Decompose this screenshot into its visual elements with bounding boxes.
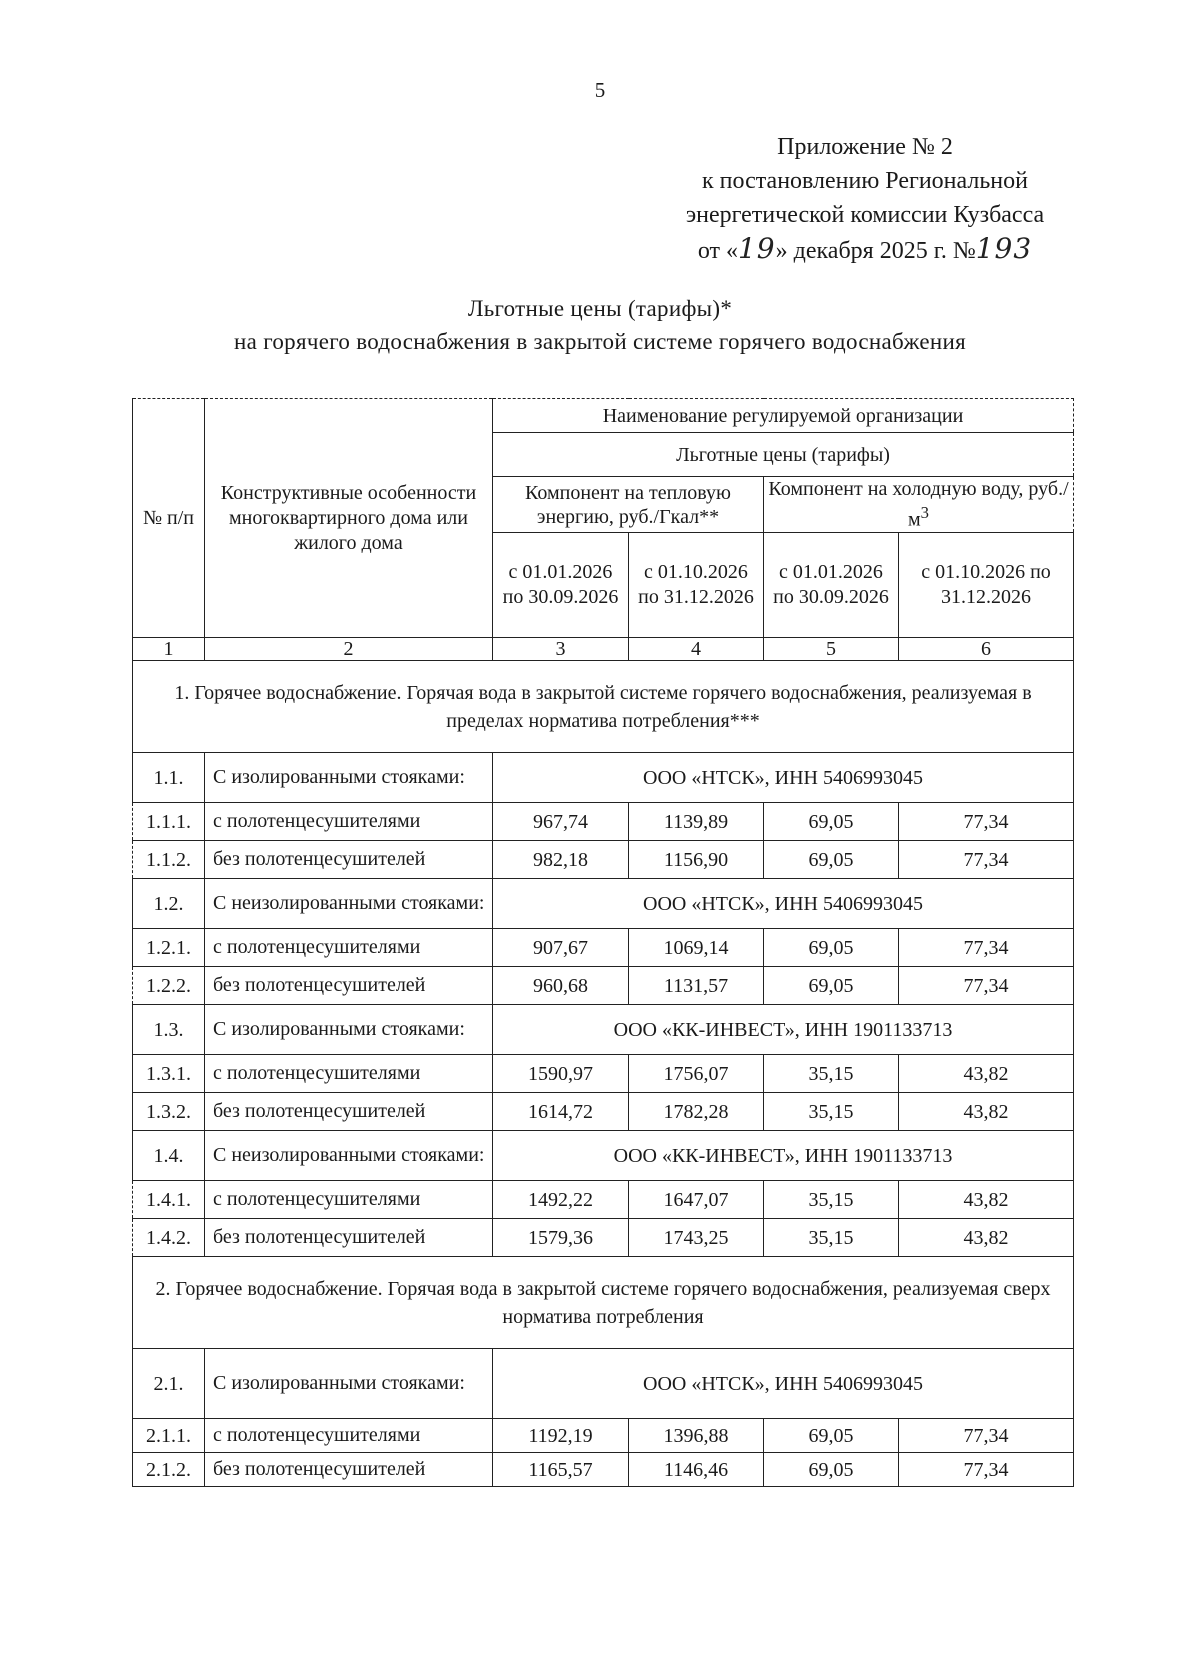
row-value: 1131,57 [629, 967, 764, 1005]
section-row-2 [133, 1257, 1074, 1349]
row-label: с полотенцесушителями [205, 1181, 493, 1219]
row-value: 69,05 [764, 1419, 899, 1453]
row-value: 1192,19 [493, 1419, 629, 1453]
row-value: 77,34 [899, 967, 1074, 1005]
row-value: 35,15 [764, 1219, 899, 1257]
row-value: 69,05 [764, 1453, 899, 1487]
section-2-title: 2. Горячее водоснабжение. Горячая вода в закрытой системе горячего водоснабжения, реализуемая сверх норматива потребления [133, 1257, 1074, 1349]
group-num: 1.3. [133, 1005, 205, 1055]
row-label: без полотенцесушителей [205, 841, 493, 879]
row-value: 77,34 [899, 803, 1074, 841]
handwritten-number: 193 [975, 232, 1033, 265]
header-num: № п/п [133, 399, 205, 638]
group-label: С изолированными стояками: [205, 1005, 493, 1055]
row-value: 960,68 [493, 967, 629, 1005]
table-row [133, 1055, 1074, 1093]
row-label: с полотенцесушителями [205, 929, 493, 967]
row-value: 35,15 [764, 1055, 899, 1093]
table-row [133, 1219, 1074, 1257]
row-num: 1.1.1. [133, 803, 205, 841]
row-value: 69,05 [764, 841, 899, 879]
row-num: 1.4.1. [133, 1181, 205, 1219]
row-value: 35,15 [764, 1181, 899, 1219]
tariff-table [132, 398, 1074, 1487]
appendix-title: Приложение № 2 [777, 134, 953, 160]
row-num: 1.2.2. [133, 967, 205, 1005]
group-row [133, 1131, 1074, 1181]
group-org: ООО «НТСК», ИНН 5406993045 [493, 1349, 1074, 1419]
group-num: 1.2. [133, 879, 205, 929]
comp-cold-sup: 3 [920, 503, 929, 523]
page-number: 5 [594, 78, 606, 102]
group-org: ООО «НТСК», ИНН 5406993045 [493, 753, 1074, 803]
group-org: ООО «КК-ИНВЕСТ», ИНН 1901133713 [493, 1005, 1074, 1055]
title-line-1: Льготные цены (тарифы)* [467, 296, 733, 321]
table-row [133, 803, 1074, 841]
row-value: 1156,90 [629, 841, 764, 879]
group-num: 1.4. [133, 1131, 205, 1181]
period-3: с 01.01.2026 по 30.09.2026 [764, 533, 899, 638]
group-row [133, 879, 1074, 929]
appendix-commission: энергетической комиссии Кузбасса [685, 202, 1045, 228]
date-middle: » декабря 2025 г. № [775, 238, 976, 264]
row-value: 1647,07 [629, 1181, 764, 1219]
table-row [133, 841, 1074, 879]
row-value: 43,82 [899, 1219, 1074, 1257]
row-value: 1590,97 [493, 1055, 629, 1093]
row-label: с полотенцесушителями [205, 1055, 493, 1093]
row-num: 1.1.2. [133, 841, 205, 879]
group-num: 2.1. [133, 1349, 205, 1419]
group-num: 1.1. [133, 753, 205, 803]
column-number-row [133, 638, 1074, 661]
table-row [133, 1181, 1074, 1219]
handwritten-day: 19 [737, 232, 776, 265]
col-number-2: 2 [205, 638, 493, 661]
row-value: 43,82 [899, 1055, 1074, 1093]
row-num: 2.1.1. [133, 1419, 205, 1453]
row-value: 69,05 [764, 929, 899, 967]
header-org: Наименование регулируемой организации [493, 399, 1074, 433]
row-label: без полотенцесушителей [205, 967, 493, 1005]
row-num: 2.1.2. [133, 1453, 205, 1487]
row-label: без полотенцесушителей [205, 1453, 493, 1487]
comp-cold-text: Компонент на холодную воду, руб./м [768, 478, 1069, 531]
row-value: 43,82 [899, 1093, 1074, 1131]
row-value: 69,05 [764, 803, 899, 841]
period-2: с 01.10.2026 по 31.12.2026 [629, 533, 764, 638]
row-num: 1.3.1. [133, 1055, 205, 1093]
row-value: 1492,22 [493, 1181, 629, 1219]
row-value: 1743,25 [629, 1219, 764, 1257]
row-value: 77,34 [899, 1419, 1074, 1453]
header-comp-cold [764, 477, 1074, 533]
appendix-date-line [640, 232, 1090, 268]
group-label: С изолированными стояками: [205, 753, 493, 803]
col-number-4: 4 [629, 638, 764, 661]
table-row [133, 929, 1074, 967]
row-num: 1.4.2. [133, 1219, 205, 1257]
group-label: С неизолированными стояками: [205, 879, 493, 929]
row-value: 1579,36 [493, 1219, 629, 1257]
period-4: с 01.10.2026 по 31.12.2026 [899, 533, 1074, 638]
row-value: 77,34 [899, 929, 1074, 967]
header-row-org [133, 399, 1074, 433]
col-number-3: 3 [493, 638, 629, 661]
table-row [133, 967, 1074, 1005]
group-row [133, 1349, 1074, 1419]
row-label: с полотенцесушителями [205, 1419, 493, 1453]
row-value: 967,74 [493, 803, 629, 841]
row-value: 1165,57 [493, 1453, 629, 1487]
group-row [133, 753, 1074, 803]
table-row [133, 1419, 1074, 1453]
header-comp-heat: Компонент на тепловую энергию, руб./Гкал** [493, 477, 764, 533]
row-value: 35,15 [764, 1093, 899, 1131]
col-number-1: 1 [133, 638, 205, 661]
title-line-2: на горячего водоснабжения в закрытой системе горячего водоснабжения [234, 329, 966, 354]
row-value: 43,82 [899, 1181, 1074, 1219]
row-value: 982,18 [493, 841, 629, 879]
row-value: 907,67 [493, 929, 629, 967]
row-value: 69,05 [764, 967, 899, 1005]
table-row [133, 1093, 1074, 1131]
row-label: без полотенцесушителей [205, 1093, 493, 1131]
row-value: 1139,89 [629, 803, 764, 841]
row-value: 1396,88 [629, 1419, 764, 1453]
row-value: 1756,07 [629, 1055, 764, 1093]
header-lgot: Льготные цены (тарифы) [493, 433, 1074, 477]
period-1: с 01.01.2026 по 30.09.2026 [493, 533, 629, 638]
header-features: Конструктивные особенности многоквартирного дома или жилого дома [205, 399, 493, 638]
date-prefix: от « [697, 238, 738, 264]
appendix-header [640, 130, 1090, 268]
col-number-5: 5 [764, 638, 899, 661]
group-label: С изолированными стояками: [205, 1349, 493, 1419]
row-num: 1.2.1. [133, 929, 205, 967]
group-row [133, 1005, 1074, 1055]
document-title [0, 292, 1200, 358]
group-label: С неизолированными стояками: [205, 1131, 493, 1181]
section-1-title: 1. Горячее водоснабжение. Горячая вода в закрытой системе горячего водоснабжения, реализуемая в пределах норматива потребления*** [133, 661, 1074, 753]
row-label: с полотенцесушителями [205, 803, 493, 841]
row-value: 77,34 [899, 841, 1074, 879]
row-value: 1146,46 [629, 1453, 764, 1487]
group-org: ООО «КК-ИНВЕСТ», ИНН 1901133713 [493, 1131, 1074, 1181]
row-num: 1.3.2. [133, 1093, 205, 1131]
table-row [133, 1453, 1074, 1487]
row-value: 1614,72 [493, 1093, 629, 1131]
row-value: 77,34 [899, 1453, 1074, 1487]
row-label: без полотенцесушителей [205, 1219, 493, 1257]
group-org: ООО «НТСК», ИНН 5406993045 [493, 879, 1074, 929]
row-value: 1782,28 [629, 1093, 764, 1131]
section-row-1 [133, 661, 1074, 753]
row-value: 1069,14 [629, 929, 764, 967]
appendix-resolution: к постановлению Региональной [702, 168, 1028, 194]
col-number-6: 6 [899, 638, 1074, 661]
